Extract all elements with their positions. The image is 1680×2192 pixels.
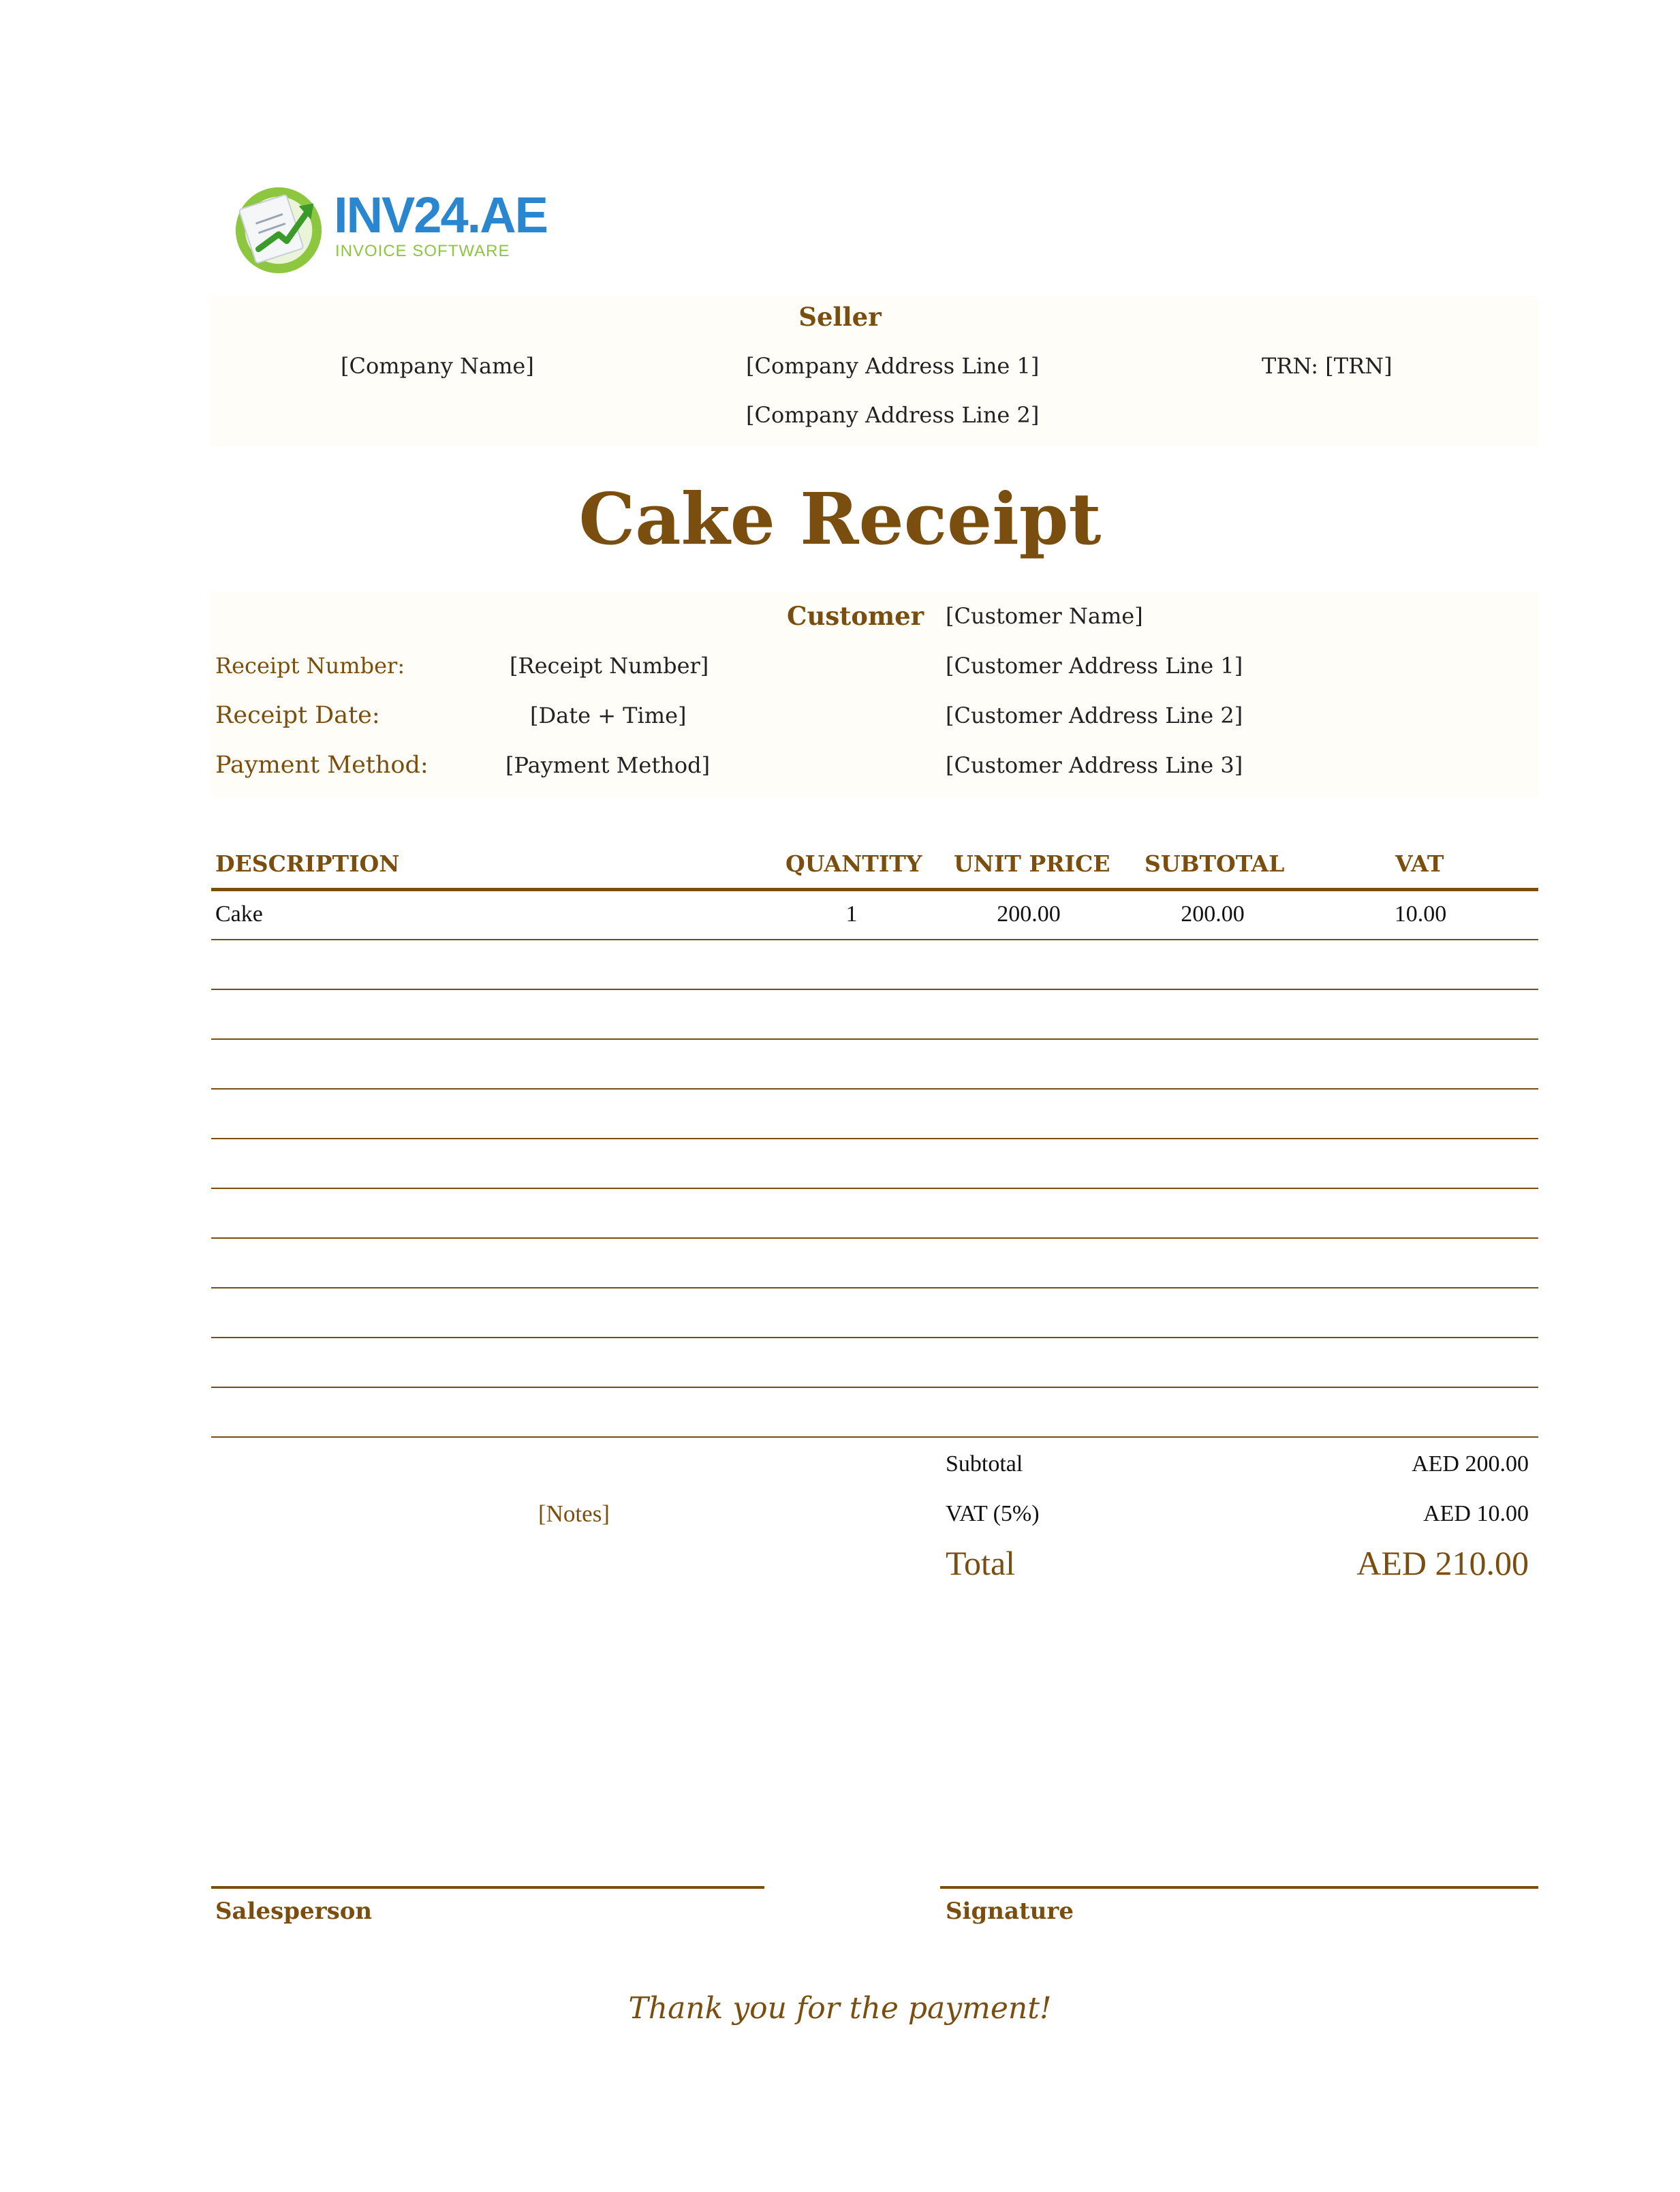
table-row-rule [211,1138,1538,1139]
receipt-number-value: [Receipt Number] [510,653,709,679]
item-subtotal: 200.00 [1181,901,1245,927]
column-header-quantity: QUANTITY [785,850,922,877]
total-label: Total [946,1544,1016,1582]
table-row-rule [211,1038,1538,1040]
subtotal-value: AED 200.00 [1412,1451,1529,1477]
table-row-rule [211,1436,1538,1438]
company-address-line-2: [Company Address Line 2] [746,402,1040,428]
notes: [Notes] [538,1500,610,1527]
vat-value: AED 10.00 [1423,1501,1529,1526]
logo-tagline: INVOICE SOFTWARE [335,242,510,260]
table-header-rule [211,888,1538,891]
customer-address-line-3: [Customer Address Line 3] [946,752,1243,778]
invoice-growth-arrow-icon [232,182,326,276]
vat-label: VAT (5%) [946,1501,1040,1526]
payment-method-value: [Payment Method] [505,752,711,778]
seller-trn: TRN: [TRN] [1262,353,1393,379]
table-row-rule [211,939,1538,940]
customer-heading: Customer [787,601,924,631]
company-logo [232,174,548,276]
salesperson-label: Salesperson [215,1898,373,1925]
customer-name: [Customer Name] [946,603,1143,629]
receipt-number-label: Receipt Number: [215,653,405,679]
signature-label: Signature [946,1898,1074,1925]
customer-address-line-2: [Customer Address Line 2] [946,703,1243,728]
customer-address-line-1: [Customer Address Line 1] [946,653,1243,679]
table-row-rule [211,1088,1538,1090]
column-header-description: DESCRIPTION [215,850,400,877]
table-row-rule [211,989,1538,990]
logo-name: INV24.AE [334,187,548,243]
table-row-rule [211,1387,1538,1388]
subtotal-label: Subtotal [946,1451,1023,1477]
item-vat: 10.00 [1394,901,1447,927]
table-row-rule [211,1287,1538,1288]
company-name: [Company Name] [341,353,534,379]
table-row-rule [211,1337,1538,1338]
item-quantity: 1 [845,901,858,927]
column-header-unit-price: UNIT PRICE [954,850,1110,877]
table-row-rule [211,1237,1538,1239]
thank-you-message: Thank you for the payment! [628,1991,1052,2026]
receipt-date-value: [Date + Time] [530,703,687,728]
company-address-line-1: [Company Address Line 1] [746,353,1040,379]
table-row-rule [211,1188,1538,1189]
signature-line [940,1886,1538,1889]
total-value: AED 210.00 [1356,1544,1529,1582]
seller-heading: Seller [798,302,882,332]
column-header-subtotal: SUBTOTAL [1145,850,1285,877]
column-header-vat: VAT [1395,850,1444,877]
payment-method-label: Payment Method: [215,752,429,779]
salesperson-signature-line [211,1886,764,1889]
item-unit-price: 200.00 [997,901,1061,927]
page-title: Cake Receipt [578,477,1102,561]
item-description: Cake [215,901,263,927]
receipt-date-label: Receipt Date: [215,702,380,729]
